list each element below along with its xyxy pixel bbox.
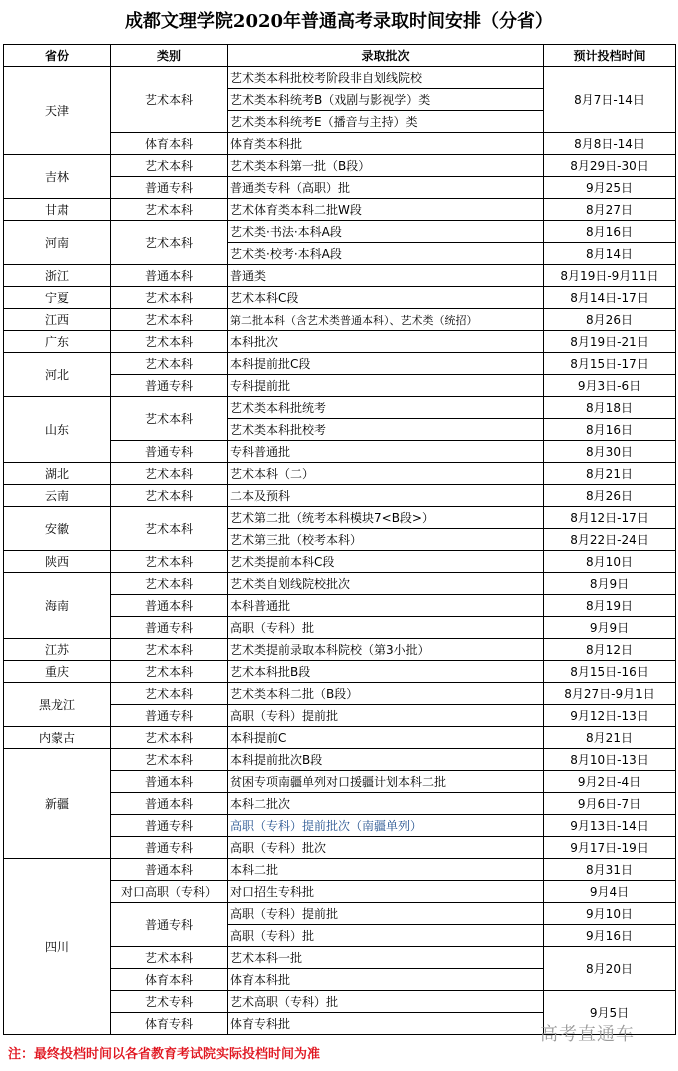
time-cell: 8月21日	[544, 727, 676, 749]
table-row	[4, 287, 676, 309]
category-cell: 普通专科	[111, 441, 228, 463]
header-category: 类别	[111, 45, 228, 67]
batch-cell: 艺术本科C段	[228, 287, 544, 309]
category-cell: 体育本科	[111, 969, 228, 991]
table-row	[4, 397, 676, 419]
category-cell: 普通专科	[111, 617, 228, 639]
province-cell: 海南	[4, 573, 111, 639]
time-cell: 9月6日-7日	[544, 793, 676, 815]
category-cell: 艺术本科	[111, 463, 228, 485]
category-cell: 普通本科	[111, 793, 228, 815]
time-cell: 8月7日-14日	[544, 67, 676, 133]
category-cell: 艺术本科	[111, 67, 228, 133]
time-cell: 9月17日-19日	[544, 837, 676, 859]
batch-cell: 普通类专科（高职）批	[228, 177, 544, 199]
time-cell: 8月14日-17日	[544, 287, 676, 309]
category-cell: 艺术本科	[111, 749, 228, 771]
time-cell: 8月14日	[544, 243, 676, 265]
header-batch: 录取批次	[228, 45, 544, 67]
batch-cell: 艺术类自划线院校批次	[228, 573, 544, 595]
batch-cell: 体育专科批	[228, 1013, 544, 1035]
time-cell: 8月18日	[544, 397, 676, 419]
province-cell: 重庆	[4, 661, 111, 683]
table-row	[4, 661, 676, 683]
time-cell: 8月30日	[544, 441, 676, 463]
batch-cell: 艺术类本科批统考	[228, 397, 544, 419]
province-cell: 云南	[4, 485, 111, 507]
category-cell: 艺术本科	[111, 221, 228, 265]
time-cell: 9月9日	[544, 617, 676, 639]
batch-cell: 艺术体育类本科二批W段	[228, 199, 544, 221]
time-cell: 9月2日-4日	[544, 771, 676, 793]
watermark-text: 高考直通车	[540, 1024, 635, 1045]
time-cell: 8月27日-9月1日	[544, 683, 676, 705]
batch-cell: 艺术高职（专科）批	[228, 991, 544, 1013]
category-cell: 普通本科	[111, 265, 228, 287]
time-cell: 8月19日-21日	[544, 331, 676, 353]
category-cell: 艺术本科	[111, 309, 228, 331]
time-cell: 8月12日	[544, 639, 676, 661]
batch-cell: 高职（专科）批	[228, 925, 544, 947]
category-cell: 体育专科	[111, 1013, 228, 1035]
batch-cell: 艺术类提前本科C段	[228, 551, 544, 573]
province-cell: 江苏	[4, 639, 111, 661]
time-cell: 9月10日	[544, 903, 676, 925]
province-cell: 甘肃	[4, 199, 111, 221]
province-cell: 湖北	[4, 463, 111, 485]
category-cell: 艺术专科	[111, 991, 228, 1013]
batch-cell: 艺术类本科批校考阶段非自划线院校	[228, 67, 544, 89]
province-cell: 广东	[4, 331, 111, 353]
table-row	[4, 573, 676, 595]
category-cell: 艺术本科	[111, 155, 228, 177]
category-cell: 体育本科	[111, 133, 228, 155]
page-title: 成都文理学院2020年普通高考录取时间安排（分省）	[124, 11, 554, 32]
category-cell: 艺术本科	[111, 639, 228, 661]
category-cell: 艺术本科	[111, 507, 228, 551]
category-cell: 艺术本科	[111, 485, 228, 507]
table-header-row	[4, 45, 676, 67]
batch-cell: 专科提前批	[228, 375, 544, 397]
time-cell: 9月3日-6日	[544, 375, 676, 397]
province-cell: 新疆	[4, 749, 111, 859]
batch-cell: 二本及预科	[228, 485, 544, 507]
time-cell: 8月9日	[544, 573, 676, 595]
province-cell: 浙江	[4, 265, 111, 287]
batch-cell: 高职（专科）提前批	[228, 705, 544, 727]
batch-cell: 体育本科批	[228, 969, 544, 991]
batch-cell: 艺术本科一批	[228, 947, 544, 969]
time-cell: 8月21日	[544, 463, 676, 485]
batch-cell: 本科二批	[228, 859, 544, 881]
province-cell: 山东	[4, 397, 111, 463]
time-cell: 8月20日	[544, 947, 676, 991]
batch-cell: 高职（专科）提前批次（南疆单列）	[228, 815, 544, 837]
batch-cell: 第二批本科（含艺术类普通本科）、艺术类（统招）	[228, 309, 544, 331]
batch-cell: 艺术类提前录取本科院校（第3小批）	[228, 639, 544, 661]
category-cell: 普通专科	[111, 375, 228, 397]
province-cell: 宁夏	[4, 287, 111, 309]
province-cell: 江西	[4, 309, 111, 331]
time-cell: 8月15日-16日	[544, 661, 676, 683]
time-cell: 8月10日	[544, 551, 676, 573]
time-cell: 9月5日	[544, 991, 676, 1035]
time-cell: 8月19日-9月11日	[544, 265, 676, 287]
batch-cell: 体育类本科批	[228, 133, 544, 155]
time-cell: 8月31日	[544, 859, 676, 881]
time-cell: 8月22日-24日	[544, 529, 676, 551]
category-cell: 艺术本科	[111, 353, 228, 375]
table-row	[4, 221, 676, 243]
province-cell: 吉林	[4, 155, 111, 199]
batch-cell: 艺术本科（二）	[228, 463, 544, 485]
time-cell: 9月16日	[544, 925, 676, 947]
category-cell: 普通本科	[111, 595, 228, 617]
table-row	[4, 749, 676, 771]
batch-cell: 对口招生专科批	[228, 881, 544, 903]
province-cell: 河北	[4, 353, 111, 397]
footer-note: 注：最终投档时间以各省教育考试院实际投档时间为准	[8, 1047, 321, 1062]
category-cell: 普通本科	[111, 859, 228, 881]
batch-cell: 艺术类本科二批（B段）	[228, 683, 544, 705]
time-cell: 8月19日	[544, 595, 676, 617]
batch-cell: 艺术第三批（校考本科）	[228, 529, 544, 551]
batch-cell: 本科提前批C段	[228, 353, 544, 375]
province-cell: 天津	[4, 67, 111, 155]
category-cell: 艺术本科	[111, 287, 228, 309]
category-cell: 普通专科	[111, 705, 228, 727]
batch-cell: 高职（专科）批次	[228, 837, 544, 859]
category-cell: 艺术本科	[111, 683, 228, 705]
time-cell: 8月26日	[544, 485, 676, 507]
province-cell: 内蒙古	[4, 727, 111, 749]
batch-cell: 本科二批次	[228, 793, 544, 815]
batch-cell: 高职（专科）提前批	[228, 903, 544, 925]
batch-cell: 艺术类本科批校考	[228, 419, 544, 441]
batch-cell: 艺术本科批B段	[228, 661, 544, 683]
batch-cell: 艺术类·书法·本科A段	[228, 221, 544, 243]
time-cell: 8月26日	[544, 309, 676, 331]
time-cell: 8月29日-30日	[544, 155, 676, 177]
category-cell: 艺术本科	[111, 331, 228, 353]
batch-cell: 贫困专项南疆单列对口援疆计划本科二批	[228, 771, 544, 793]
admission-schedule-table	[3, 44, 676, 1035]
category-cell: 普通专科	[111, 177, 228, 199]
time-cell: 8月27日	[544, 199, 676, 221]
table-row	[4, 485, 676, 507]
table-row	[4, 507, 676, 529]
batch-cell: 艺术类本科统考E（播音与主持）类	[228, 111, 544, 133]
batch-cell: 艺术类·校考·本科A段	[228, 243, 544, 265]
category-cell: 艺术本科	[111, 397, 228, 441]
category-cell: 艺术本科	[111, 727, 228, 749]
province-cell: 四川	[4, 859, 111, 1035]
batch-cell: 高职（专科）批	[228, 617, 544, 639]
category-cell: 普通专科	[111, 815, 228, 837]
batch-cell: 艺术类本科第一批（B段）	[228, 155, 544, 177]
table-row	[4, 265, 676, 287]
category-cell: 艺术本科	[111, 199, 228, 221]
category-cell: 普通专科	[111, 903, 228, 947]
category-cell: 对口高职（专科）	[111, 881, 228, 903]
time-cell: 8月8日-14日	[544, 133, 676, 155]
time-cell: 8月16日	[544, 221, 676, 243]
table-row	[4, 353, 676, 375]
table-row	[4, 331, 676, 353]
time-cell: 9月12日-13日	[544, 705, 676, 727]
batch-cell: 专科普通批	[228, 441, 544, 463]
table-row	[4, 551, 676, 573]
header-time: 预计投档时间	[544, 45, 676, 67]
table-row	[4, 463, 676, 485]
time-cell: 9月25日	[544, 177, 676, 199]
batch-cell: 艺术类本科统考B（戏剧与影视学）类	[228, 89, 544, 111]
table-row	[4, 683, 676, 705]
batch-cell: 本科批次	[228, 331, 544, 353]
table-row	[4, 199, 676, 221]
category-cell: 普通专科	[111, 837, 228, 859]
batch-cell: 普通类	[228, 265, 544, 287]
header-province: 省份	[4, 45, 111, 67]
time-cell: 8月15日-17日	[544, 353, 676, 375]
province-cell: 黑龙江	[4, 683, 111, 727]
province-cell: 陕西	[4, 551, 111, 573]
province-cell: 安徽	[4, 507, 111, 551]
batch-cell: 本科提前C	[228, 727, 544, 749]
category-cell: 艺术本科	[111, 947, 228, 969]
time-cell: 9月13日-14日	[544, 815, 676, 837]
batch-cell: 本科普通批	[228, 595, 544, 617]
table-row	[4, 67, 676, 89]
category-cell: 艺术本科	[111, 661, 228, 683]
time-cell: 9月4日	[544, 881, 676, 903]
batch-cell: 艺术第二批（统考本科模块7<B段>）	[228, 507, 544, 529]
time-cell: 8月10日-13日	[544, 749, 676, 771]
table-row	[4, 859, 676, 881]
category-cell: 艺术本科	[111, 551, 228, 573]
table-row	[4, 309, 676, 331]
batch-cell: 本科提前批次B段	[228, 749, 544, 771]
category-cell: 艺术本科	[111, 573, 228, 595]
table-row	[4, 155, 676, 177]
table-row	[4, 727, 676, 749]
time-cell: 8月16日	[544, 419, 676, 441]
table-row	[4, 639, 676, 661]
category-cell: 普通本科	[111, 771, 228, 793]
province-cell: 河南	[4, 221, 111, 265]
time-cell: 8月12日-17日	[544, 507, 676, 529]
